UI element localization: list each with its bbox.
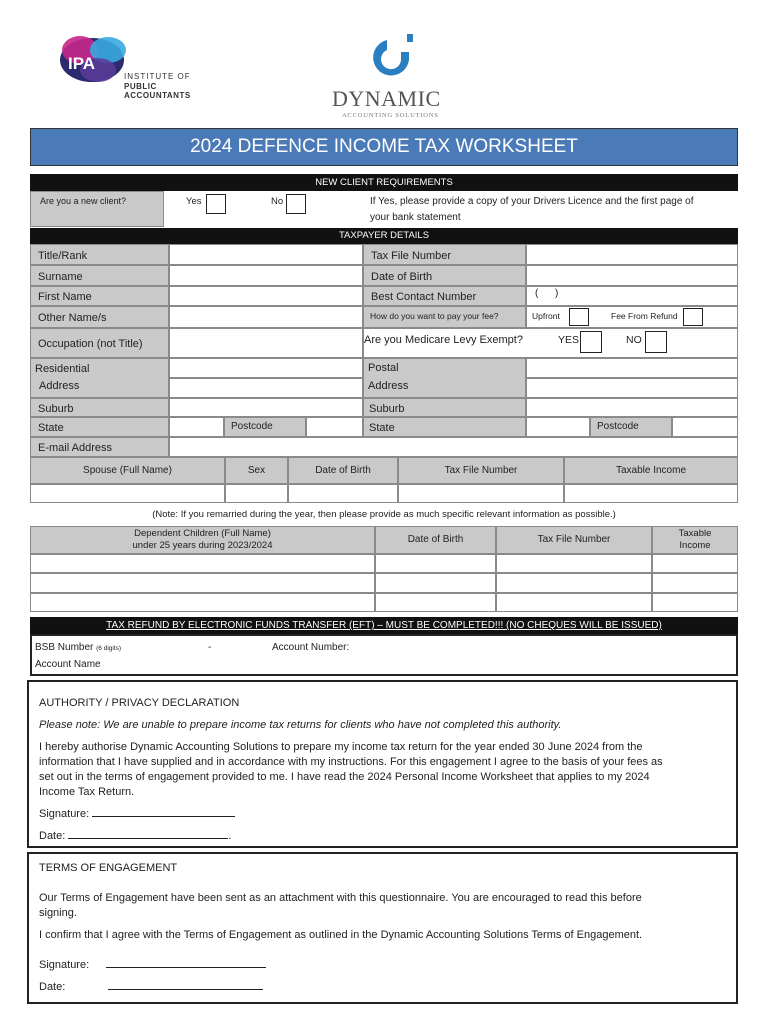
pay-fee-field <box>526 306 738 328</box>
account-number-field[interactable] <box>362 640 722 656</box>
ipa-line2: PUBLIC <box>124 82 157 91</box>
residential-label <box>30 358 169 398</box>
ipa-badge: IPA <box>68 54 96 73</box>
spouse-name-text: Spouse (Full Name) <box>83 465 172 476</box>
ipa-logo <box>58 30 208 102</box>
postcode-field[interactable] <box>306 417 363 437</box>
other-names-field[interactable] <box>169 306 363 328</box>
bsb-dash: - <box>208 642 212 653</box>
page-title <box>30 128 738 166</box>
child-3-tfn-field[interactable] <box>496 593 652 612</box>
suburb-label <box>30 398 169 417</box>
bsb-label <box>35 642 121 653</box>
medicare-no-checkbox[interactable] <box>645 331 667 353</box>
children-header-income <box>652 526 738 554</box>
new-client-yes-label: Yes <box>186 196 202 207</box>
new-client-row <box>30 191 738 227</box>
children-income-line1: Taxable <box>678 528 712 539</box>
ipa-line1: INSTITUTE OF <box>124 72 191 81</box>
tfn-label <box>363 244 526 265</box>
children-income-line2: Income <box>679 539 711 551</box>
fee-from-refund-label: Fee From Refund <box>611 311 678 321</box>
terms-date <box>39 979 263 995</box>
other-names-label <box>30 306 169 328</box>
terms-line1: Our Terms of Engagement have been sent as an attachment with this questionnaire. You are encouraged to read this before <box>39 892 642 904</box>
postal-suburb-text: Suburb <box>369 403 405 415</box>
medicare-question: Are you Medicare Levy Exempt? <box>364 334 523 346</box>
spouse-header-income <box>564 457 738 484</box>
spouse-tfn-text: Tax File Number <box>444 465 518 476</box>
postcode-label <box>224 417 306 437</box>
child-3-name-field[interactable] <box>30 593 375 612</box>
dynamic-logo <box>330 30 460 122</box>
new-client-header <box>30 174 738 191</box>
new-client-question: Are you a new client? <box>40 196 127 206</box>
terms-line3: I confirm that I agree with the Terms of Engagement as outlined in the Dynamic Accounting Solutions Terms of Engagement. <box>39 929 643 941</box>
authority-section <box>27 680 738 848</box>
page-title-text: 2024 DEFENCE INCOME TAX WORKSHEET <box>190 136 578 157</box>
postal-field-1[interactable] <box>526 358 738 378</box>
children-tfn-text: Tax File Number <box>537 534 611 545</box>
account-name-label: Account Name <box>35 659 101 670</box>
eft-header <box>30 617 738 634</box>
child-3-income-field[interactable] <box>652 593 738 612</box>
contact-text: Best Contact Number <box>371 291 477 303</box>
pay-fee-label <box>363 306 526 328</box>
spouse-name-field[interactable] <box>30 484 225 503</box>
medicare-row <box>363 328 738 358</box>
terms-date-line[interactable] <box>108 979 263 990</box>
state-text: State <box>38 422 64 434</box>
medicare-yes-label: YES <box>558 334 580 346</box>
new-client-yes-checkbox[interactable] <box>206 194 226 214</box>
postal-field-2[interactable] <box>526 378 738 398</box>
postal-suburb-field[interactable] <box>526 398 738 417</box>
other-names-text: Other Name/s <box>38 312 107 324</box>
authority-note: Please note: We are unable to prepare income tax returns for clients who have not completed this authority. <box>39 719 562 731</box>
contact-label <box>363 286 526 306</box>
authority-signature <box>39 806 235 822</box>
children-dob-text: Date of Birth <box>407 534 464 545</box>
suburb-field[interactable] <box>169 398 363 417</box>
postal-label <box>363 358 526 398</box>
dynamic-name: DYNAMIC <box>332 86 441 111</box>
children-name-line1: Dependent Children (Full Name) <box>134 528 271 539</box>
occupation-label <box>30 328 169 358</box>
residential-text: Residential <box>35 363 90 375</box>
email-text: E-mail Address <box>38 442 112 454</box>
children-header-tfn <box>496 526 652 554</box>
dob-label <box>363 265 526 286</box>
new-client-header-text: NEW CLIENT REQUIREMENTS <box>315 177 453 188</box>
residential-field-1[interactable] <box>169 358 363 378</box>
authority-signature-label: Signature: <box>39 808 90 820</box>
contact-field[interactable] <box>526 286 738 306</box>
postal-state-text: State <box>369 422 395 434</box>
eft-header-text: TAX REFUND BY ELECTRONIC FUNDS TRANSFER (EFT) – MUST BE COMPLETED!!! (NO CHEQUES WILL BE ISSUED) <box>106 620 662 631</box>
new-client-no-label: No <box>271 196 284 207</box>
postal-address-text: Address <box>368 380 409 392</box>
postcode-text: Postcode <box>231 421 273 432</box>
title-rank-label <box>30 244 169 265</box>
postal-state-field[interactable] <box>526 417 590 437</box>
email-field[interactable] <box>169 437 738 457</box>
first-name-text: First Name <box>38 291 92 303</box>
authority-signature-line[interactable] <box>92 806 235 817</box>
ipa-line3: ACCOUNTANTS <box>124 91 191 100</box>
bsb-note: (6 digits) <box>96 645 122 652</box>
email-label <box>30 437 169 457</box>
terms-heading: TERMS OF ENGAGEMENT <box>39 862 178 874</box>
spouse-dob-text: Date of Birth <box>315 465 371 476</box>
tfn-field[interactable] <box>526 244 738 265</box>
spouse-tfn-field[interactable] <box>398 484 564 503</box>
spouse-dob-field[interactable] <box>288 484 398 503</box>
dob-text: Date of Birth <box>371 271 433 283</box>
dynamic-logo-mark <box>365 30 425 86</box>
new-client-no-checkbox[interactable] <box>286 194 306 214</box>
postal-suburb-label <box>363 398 526 417</box>
child-2-name-field[interactable] <box>30 573 375 593</box>
remarried-note: (Note: If you remarried during the year, then please provide as much specific relevant information as possible.) <box>152 509 616 520</box>
child-3-dob-field[interactable] <box>375 593 496 612</box>
authority-date-end: . <box>228 830 232 842</box>
account-name-field[interactable] <box>132 657 722 673</box>
children-header-name <box>30 526 375 554</box>
postal-state-label <box>363 417 526 437</box>
terms-date-label: Date: <box>39 981 66 993</box>
child-2-income-field[interactable] <box>652 573 738 593</box>
occupation-text: Occupation (not Title) <box>38 338 143 350</box>
residential-field-2[interactable] <box>169 378 363 398</box>
terms-line2: signing. <box>39 907 77 919</box>
spouse-header-name <box>30 457 225 484</box>
first-name-label <box>30 286 169 306</box>
child-1-dob-field[interactable] <box>375 554 496 573</box>
state-field[interactable] <box>169 417 224 437</box>
title-rank-text: Title/Rank <box>38 250 88 262</box>
dynamic-sub: ACCOUNTING SOLUTIONS <box>342 112 439 119</box>
surname-label <box>30 265 169 286</box>
child-1-income-field[interactable] <box>652 554 738 573</box>
surname-field[interactable] <box>169 265 363 286</box>
suburb-text: Suburb <box>38 403 74 415</box>
state-label <box>30 417 169 437</box>
postal-postcode-field[interactable] <box>672 417 738 437</box>
surname-text: Surname <box>38 271 83 283</box>
authority-line3: set out in the terms of engagement provided to me. I have read the 2024 Personal Income Worksheet that applies to my 2024 <box>39 771 650 783</box>
new-client-note-line1: If Yes, please provide a copy of your Drivers Licence and the first page of <box>370 196 694 207</box>
tfn-text: Tax File Number <box>371 250 452 262</box>
spouse-income-text: Taxable Income <box>615 465 687 476</box>
bsb-label-text: BSB Number <box>35 642 94 653</box>
authority-heading: AUTHORITY / PRIVACY DECLARATION <box>39 697 240 709</box>
contact-parens: ( ) <box>535 288 559 299</box>
medicare-no-label: NO <box>626 334 642 346</box>
terms-signature-line[interactable] <box>106 957 266 968</box>
postal-postcode-label <box>590 417 672 437</box>
child-2-tfn-field[interactable] <box>496 573 652 593</box>
child-1-name-field[interactable] <box>30 554 375 573</box>
postal-text: Postal <box>368 362 399 374</box>
spouse-sex-text: Sex <box>247 465 266 476</box>
account-number-label: Account Number: <box>272 642 350 653</box>
authority-date-line[interactable] <box>68 828 228 839</box>
fee-from-refund-checkbox[interactable] <box>683 308 703 326</box>
child-1-tfn-field[interactable] <box>496 554 652 573</box>
residential-address-text: Address <box>39 380 80 392</box>
occupation-field[interactable] <box>169 328 363 358</box>
taxpayer-header <box>30 228 738 244</box>
spouse-header-tfn <box>398 457 564 484</box>
children-header-dob <box>375 526 496 554</box>
authority-line1: I hereby authorise Dynamic Accounting Solutions to prepare my income tax return for the year ended 30 June 2024 from the <box>39 741 643 753</box>
spouse-header-sex <box>225 457 288 484</box>
authority-date-label: Date: <box>39 830 66 842</box>
spouse-sex-field[interactable] <box>225 484 288 503</box>
child-2-dob-field[interactable] <box>375 573 496 593</box>
children-name-line2: under 25 years during 2023/2024 <box>132 539 273 551</box>
spouse-header-dob <box>288 457 398 484</box>
pay-fee-text: How do you want to pay your fee? <box>370 311 499 321</box>
taxpayer-header-text: TAXPAYER DETAILS <box>338 230 430 241</box>
first-name-field[interactable] <box>169 286 363 306</box>
eft-box <box>30 634 738 676</box>
postal-postcode-text: Postcode <box>597 421 639 432</box>
upfront-checkbox[interactable] <box>569 308 589 326</box>
title-rank-field[interactable] <box>169 244 363 265</box>
authority-line2: information that I have supplied and in accordance with my instructions. For this engagement I agree to the basis of your fees as <box>39 756 663 768</box>
spouse-income-field[interactable] <box>564 484 738 503</box>
terms-signature-label: Signature: <box>39 959 90 971</box>
terms-section <box>27 852 738 1004</box>
upfront-label: Upfront <box>532 311 560 321</box>
medicare-yes-checkbox[interactable] <box>580 331 602 353</box>
authority-date <box>39 828 231 844</box>
dob-field[interactable] <box>526 265 738 286</box>
new-client-note-line2: your bank statement <box>370 212 461 223</box>
authority-line4: Income Tax Return. <box>39 786 135 798</box>
terms-signature <box>39 957 266 973</box>
